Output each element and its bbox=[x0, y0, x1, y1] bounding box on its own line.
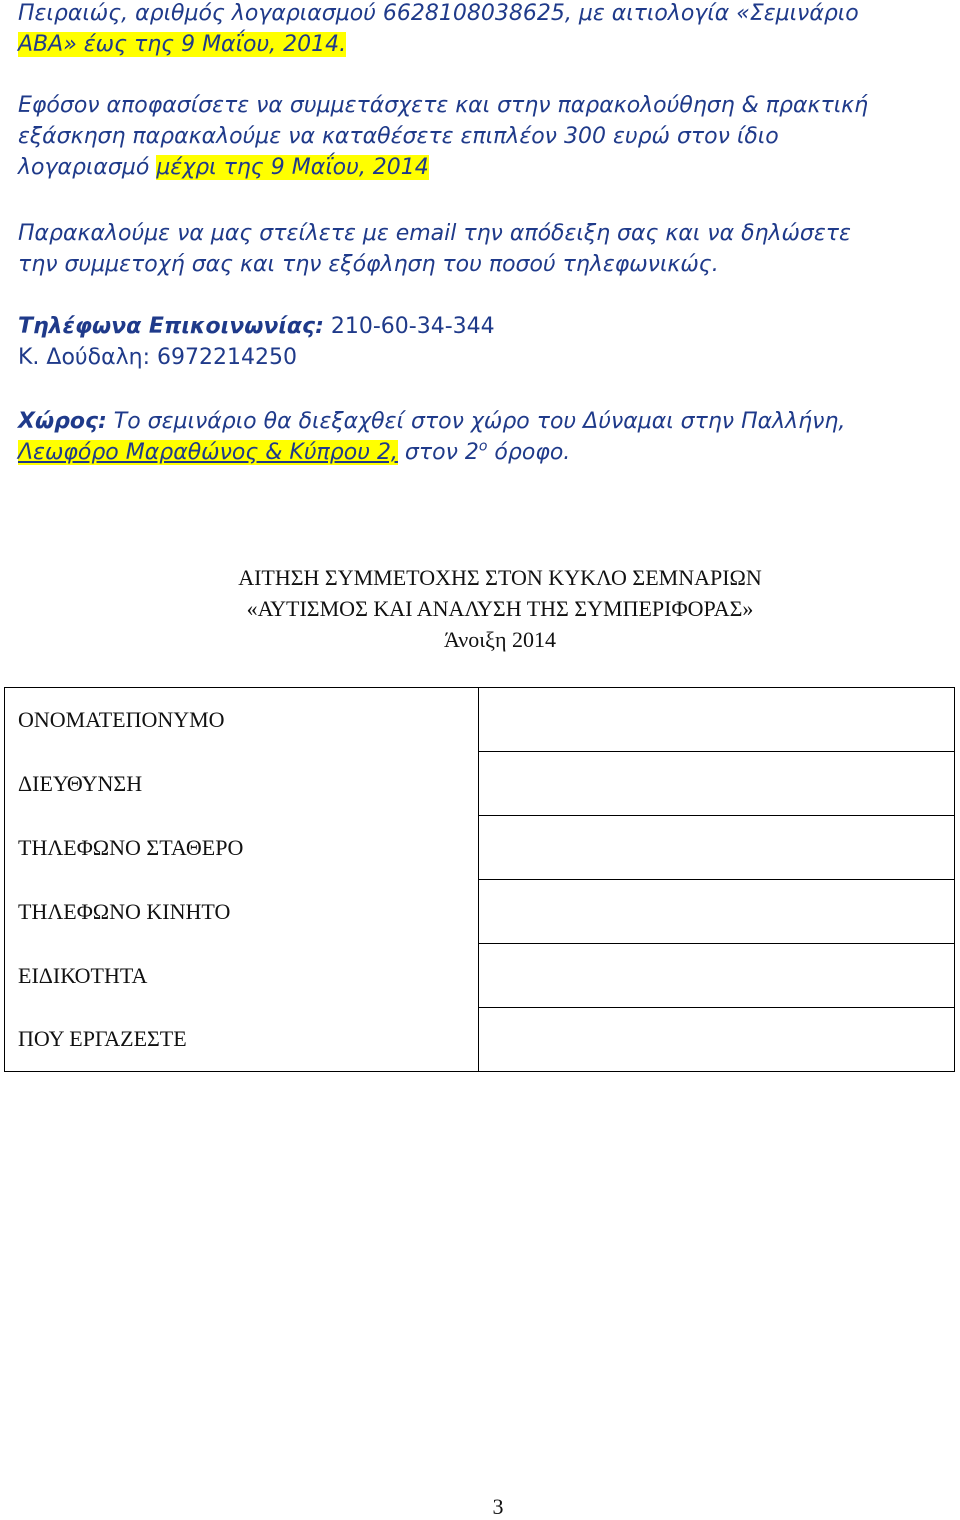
venue-superscript: ο bbox=[478, 438, 488, 455]
contact-paragraph bbox=[18, 311, 958, 373]
page-number: 3 bbox=[492, 1494, 504, 1519]
contact-label: Τηλέφωνα Επικοινωνίας: bbox=[18, 314, 324, 339]
form-row-landline bbox=[5, 816, 955, 880]
field-label-workplace: ΠΟΥ ΕΡΓΑΖΕΣΤΕ bbox=[5, 1008, 479, 1072]
field-value-landline[interactable] bbox=[479, 816, 955, 880]
contact-phone: 210-60-34-344 bbox=[323, 314, 495, 339]
form-row-specialty bbox=[5, 944, 955, 1008]
payment-line-1: Πειραιώς, αριθμός λογαριασμού 6628108038625, με αιτιολογία «Σεμινάριο bbox=[18, 1, 859, 26]
form-row-mobile bbox=[5, 880, 955, 944]
field-value-address[interactable] bbox=[479, 752, 955, 816]
field-label-mobile: ΤΗΛΕΦΩΝΟ ΚΙΝΗΤΟ bbox=[5, 880, 479, 944]
field-value-workplace[interactable] bbox=[479, 1008, 955, 1072]
practice-line-2: εξάσκηση παρακαλούμε να καταθέσετε επιπλέον 300 ευρώ στον ίδιο bbox=[18, 124, 779, 149]
practice-line-3: λογαριασμό bbox=[18, 155, 157, 180]
payment-paragraph bbox=[18, 0, 958, 60]
field-value-mobile[interactable] bbox=[479, 880, 955, 944]
venue-paragraph bbox=[18, 406, 958, 468]
field-label-address: ΔΙΕΥΘΥΝΣΗ bbox=[5, 752, 479, 816]
email-note-line-2: την συμμετοχή σας και την εξόφληση του ποσού τηλεφωνικώς. bbox=[18, 252, 719, 277]
application-title-line-3: Άνοιξη 2014 bbox=[444, 627, 556, 652]
field-value-specialty[interactable] bbox=[479, 944, 955, 1008]
practice-deadline-highlight: μέχρι της 9 Μαΐου, 2014 bbox=[156, 155, 429, 180]
form-row-name bbox=[5, 688, 955, 752]
field-label-landline: ΤΗΛΕΦΩΝΟ ΣΤΑΘΕΡΟ bbox=[5, 816, 479, 880]
venue-text-3: όροφο. bbox=[487, 440, 571, 465]
field-value-name[interactable] bbox=[479, 688, 955, 752]
form-row-workplace bbox=[5, 1008, 955, 1072]
venue-label: Χώρος: bbox=[18, 409, 107, 434]
application-form bbox=[4, 687, 955, 1072]
venue-text-2: στον 2 bbox=[397, 440, 479, 465]
venue-text-1: Το σεμινάριο θα διεξαχθεί στον χώρο του Δύναμαι στην Παλλήνη, bbox=[106, 409, 846, 434]
application-title-line-1: ΑΙΤΗΣΗ ΣΥΜΜΕΤΟΧΗΣ ΣΤΟΝ ΚΥΚΛΟ ΣΕΜΝΑΡΙΩΝ bbox=[238, 565, 762, 590]
venue-address: Λεωφόρο Μαραθώνος & Κύπρου 2, bbox=[18, 440, 398, 465]
email-note-paragraph bbox=[18, 218, 958, 280]
practice-line-1: Εφόσον αποφασίσετε να συμμετάσχετε και στην παρακολούθηση & πρακτική bbox=[18, 93, 869, 118]
contact-person-line: Κ. Δούδαλη: 6972214250 bbox=[18, 345, 297, 370]
application-title-line-2: «ΑΥΤΙΣΜΟΣ ΚΑΙ ΑΝΑΛΥΣΗ ΤΗΣ ΣΥΜΠΕΡΙΦΟΡΑΣ» bbox=[246, 596, 754, 621]
payment-deadline-highlight: ΑΒΑ» έως της 9 Μαΐου, 2014. bbox=[18, 32, 347, 57]
form-row-address bbox=[5, 752, 955, 816]
email-note-line-1: Παρακαλούμε να μας στείλετε με email την απόδειξη σας και να δηλώσετε bbox=[18, 221, 851, 246]
practice-paragraph bbox=[18, 90, 958, 183]
field-label-specialty: ΕΙΔΙΚΟΤΗΤΑ bbox=[5, 944, 479, 1008]
field-label-name: ΟΝΟΜΑΤΕΠΟΝΥΜΟ bbox=[5, 688, 479, 752]
